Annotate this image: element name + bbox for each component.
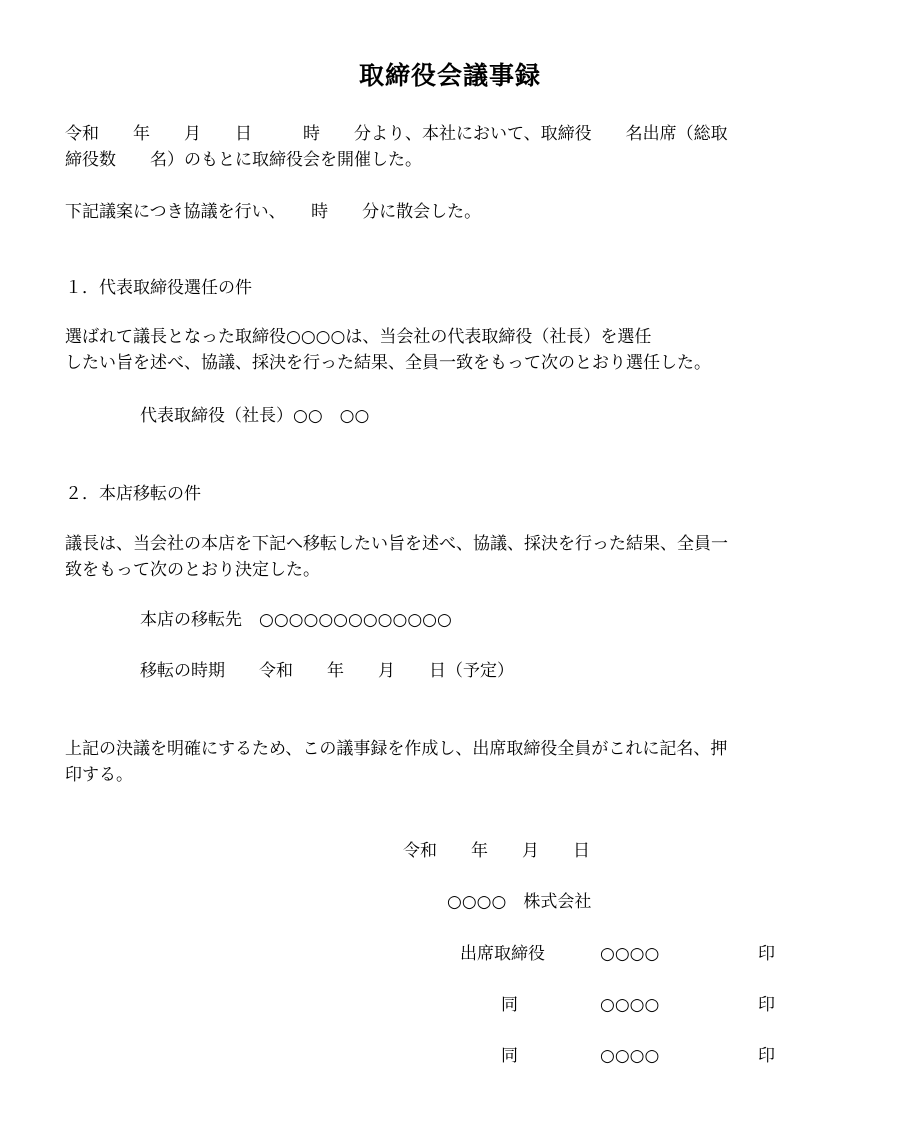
agenda-1-body-line-2: したい旨を述べ、協議、採決を行った結果、全員一致をもって次のとおり選任した。 [65,353,711,373]
seal-mark: 印 [758,995,775,1015]
signer-name: ○○○○ [600,1046,660,1066]
document-title: 取締役会議事録 [358,61,541,90]
conclusion-line-2: 印する。 [65,765,133,785]
company-name: ○○○○ 株式会社 [447,892,592,912]
agenda-1-result: 代表取締役（社長）○○ ○○ [140,406,370,426]
agenda-2-heading: ２．本店移転の件 [65,484,201,504]
conclusion-line-1: 上記の決議を明確にするため、この議事録を作成し、出席取締役全員がこれに記名、押 [65,739,728,759]
seal-mark: 印 [758,944,775,964]
agenda-2-result-line-1: 本店の移転先 ○○○○○○○○○○○○○ [140,610,452,630]
agenda-1-body-line-1: 選ばれて議長となった取締役○○○○は、当会社の代表取締役（社長）を選任 [65,327,652,347]
closing-session-line: 下記議案につき協議を行い、 時 分に散会した。 [65,202,482,222]
agenda-2-body-line-1: 議長は、当会社の本店を下記へ移転したい旨を述べ、協議、採決を行った結果、全員一 [65,534,728,554]
signer-name: ○○○○ [600,944,660,964]
signature-date: 令和 年 月 日 [403,841,590,861]
signer-role: 同 [501,995,518,1015]
signer-role: 同 [501,1046,518,1066]
agenda-2-result-line-2: 移転の時期 令和 年 月 日（予定） [140,661,514,681]
agenda-1-heading: １．代表取締役選任の件 [65,278,252,298]
signer-name: ○○○○ [600,995,660,1015]
seal-mark: 印 [758,1046,775,1066]
signer-role: 出席取締役 [460,944,545,964]
intro-line-1: 令和 年 月 日 時 分より、本社において、取締役 名出席（総取 [65,124,728,144]
intro-line-2: 締役数 名）のもとに取締役会を開催した。 [65,150,422,170]
agenda-2-body-line-2: 致をもって次のとおり決定した。 [65,560,320,580]
